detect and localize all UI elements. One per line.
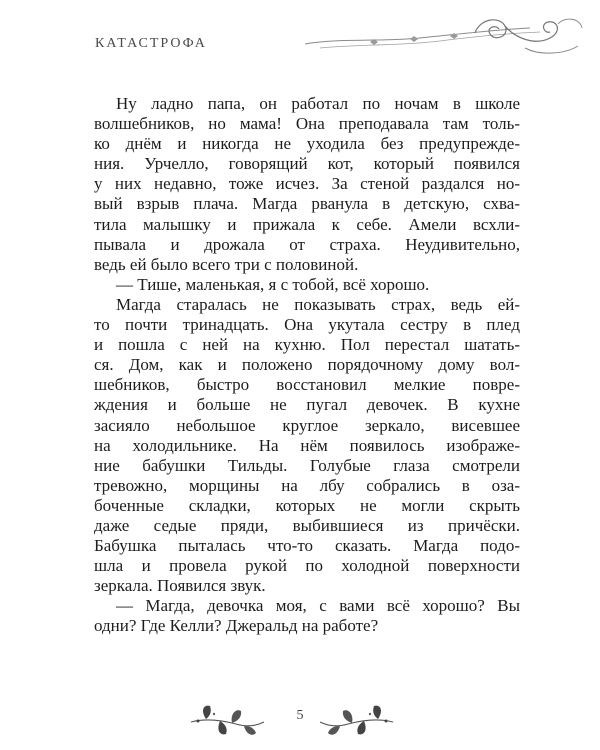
text-line: волшебников, но мама! Она преподавала там толь- xyxy=(94,114,520,134)
running-head: КАТАСТРОФА xyxy=(95,36,207,51)
body-text xyxy=(94,94,520,637)
text-line: одни? Где Келли? Джеральд на работе? xyxy=(94,616,379,636)
text-line: — Магда, девочка моя, с вами всё хорошо? Вы xyxy=(116,596,520,616)
text-line: засияло небольшое круглое зеркало, висевшее xyxy=(94,415,520,435)
paragraph xyxy=(94,94,520,275)
leaf-ornament-icon xyxy=(318,700,398,740)
text-line: шебников, быстро восстановил мелкие повре- xyxy=(94,375,520,395)
text-line: на холодильнике. На нём появилось изображе- xyxy=(94,435,520,455)
paragraph xyxy=(94,275,520,295)
paragraph xyxy=(94,295,520,596)
text-line: ведь ей было всего три с половиной. xyxy=(94,254,359,274)
text-line: боченные складки, которых не могли скрыть xyxy=(94,495,520,515)
text-line: ние бабушки Тильды. Голубые глаза смотрели xyxy=(94,455,520,475)
text-line: — Тише, маленькая, я с тобой, всё хорошо. xyxy=(116,274,430,294)
text-line: Бабушка пыталась что-то сказать. Магда подо- xyxy=(94,536,520,556)
text-line: ко днём и никогда не уходила без предупрежде- xyxy=(94,134,520,154)
text-line: зеркала. Появился звук. xyxy=(94,576,266,596)
text-line: вый взрыв плача. Магда рванула в детскую, схва- xyxy=(94,194,520,214)
text-line: Магда старалась не показывать страх, ведь ей- xyxy=(116,294,520,314)
text-line: даже седые пряди, выбившиеся из причёски. xyxy=(94,515,520,535)
text-line: у них недавно, тоже исчез. За стеной раздался но- xyxy=(94,174,520,194)
text-line: и пошла с ней на кухню. Пол перестал шатать- xyxy=(94,335,520,355)
paragraph xyxy=(94,596,520,636)
text-line: то почти тринадцать. Она укутала сестру в плед xyxy=(94,315,520,335)
text-line: тила малышку и прижала к себе. Амели всхли- xyxy=(94,214,520,234)
text-line: ся. Дом, как и положено порядочному дому вол- xyxy=(94,355,520,375)
text-line: тревожно, морщины на лбу собрались в оза- xyxy=(94,475,520,495)
text-line: пывала и дрожала от страха. Неудивительно, xyxy=(94,234,520,254)
text-line: Ну ладно папа, он работал по ночам в школе xyxy=(116,94,520,113)
text-line: ния. Урчелло, говорящий кот, который появился xyxy=(94,154,520,174)
text-line: ждения и больше не пугал девочек. В кухне xyxy=(94,395,520,415)
page-number: 5 xyxy=(296,708,304,723)
text-line: шла и провела рукой по холодной поверхности xyxy=(94,556,520,576)
header-flourish-icon xyxy=(300,8,590,63)
